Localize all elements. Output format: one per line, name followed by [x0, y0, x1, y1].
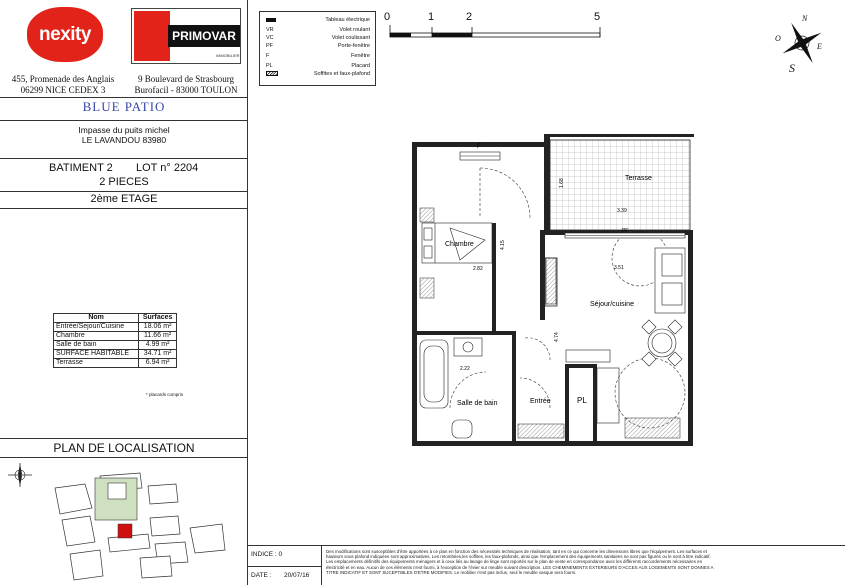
project-address-line: LE LAVANDOU 83980	[81, 135, 167, 145]
table-row	[54, 341, 177, 350]
table-header-row	[54, 314, 177, 323]
wardrobe	[420, 278, 434, 298]
legal-note-line: hauteurs sous plafond indiquées sont approximatives. Les retombées,les soffites, les faux-plafonds, ainsi que l'emplacement des équipements sanitaires ne sont pas figurés ou le sont à titre indicatif.	[326, 554, 711, 560]
legend-row	[266, 71, 372, 78]
legend-label: Soffites et faux-plafond	[313, 71, 370, 77]
floor-plan	[400, 128, 705, 448]
room-label-terrace: Terrasse	[625, 175, 652, 182]
compass-east: E	[817, 42, 822, 51]
table-row	[54, 323, 177, 332]
primovar-logo-subtext: IMMOBILIER	[216, 53, 240, 58]
location-plan-title: PLAN DE LOCALISATION	[53, 441, 195, 455]
terrace-top-wall	[544, 134, 694, 137]
table-row	[54, 332, 177, 341]
room-label-entry: Entrée	[530, 398, 551, 405]
bathroom-fixtures	[420, 338, 482, 438]
lot-label: LOT n° 2204	[136, 162, 199, 174]
legend-code: VC	[266, 35, 274, 41]
floor-label: 2ème ETAGE	[90, 193, 158, 205]
date-label: DATE :	[251, 572, 272, 579]
room-label-bathroom: Salle de bain	[457, 400, 498, 407]
closet	[597, 368, 619, 423]
address-primovar	[124, 74, 248, 96]
dimension-label: 4.15	[500, 240, 506, 250]
legend-code: VR	[266, 27, 274, 33]
primovar-logo-mark	[134, 11, 170, 61]
legend-code: PL	[266, 63, 273, 69]
legend-row	[266, 27, 372, 34]
terrace-wall	[544, 134, 550, 234]
surface-value: 18.06 m²	[139, 323, 177, 332]
building-label: BATIMENT 2	[49, 162, 113, 174]
legend-row	[266, 43, 372, 50]
opening-label: F	[477, 144, 481, 150]
map-buildings	[55, 473, 225, 580]
scale-tick-label: 5	[594, 11, 601, 23]
legend-box	[259, 11, 376, 86]
scale-tick-label: 2	[466, 11, 473, 23]
scale-bar-graphic	[388, 25, 603, 39]
room-label-living: Séjour/cuisine	[590, 301, 634, 308]
legend-label: Placard	[351, 63, 370, 69]
radiator	[625, 418, 680, 438]
compass	[774, 14, 830, 76]
legend-label: Tableau électrique	[325, 17, 370, 23]
legend-label: Volet roulant	[339, 27, 370, 33]
legend-label: Porte-fenêtre	[337, 43, 370, 49]
legal-notes	[326, 549, 842, 575]
surface-name: Salle de bain	[54, 341, 139, 350]
map-lot-marker	[118, 524, 132, 538]
info-sidebar	[0, 0, 248, 585]
surface-value: 11.66 m²	[139, 332, 177, 341]
map-compass-icon	[8, 463, 32, 487]
scale-tick-label: 1	[428, 11, 435, 23]
dimension-label: 2.82	[473, 266, 483, 272]
room-label-bedroom: Chambre	[445, 241, 474, 248]
surface-name: Entrée/Sejour/Cuisine	[54, 323, 139, 332]
project-address	[0, 125, 248, 145]
nexity-logo	[27, 7, 103, 62]
surface-name: SURFACE HABITABLE	[54, 350, 139, 359]
dimension-label: 4.74	[554, 332, 560, 342]
terrace-floor	[550, 140, 690, 230]
legal-note-line: électricité et en eau. Aucun de ces éléments n'est fourni, à l'exception de l'évier sur meuble suivant description. LES CHEMINEMENTS EXTERIEURS D'ACCES AUX LOGEMENTS SONT DONNES A	[326, 564, 714, 570]
legend-label: Fenêtre	[351, 53, 370, 59]
primovar-logo	[131, 8, 241, 64]
primovar-logo-text: PRIMOVAR	[168, 25, 240, 47]
dining-table	[642, 320, 682, 366]
footer-meta	[248, 546, 322, 585]
nexity-logo-text: nexity	[39, 23, 91, 45]
address-line: 9 Boulevard de Strasbourg	[137, 74, 235, 84]
legend-code: PF	[266, 43, 274, 49]
legal-note-line: TITRE INDICATIF ET SONT SUCEPTIBLES D'ETRE MODIFIES. Le mobilier n'est pas inclus, seul le meuble vasque sera fourni.	[326, 569, 577, 575]
footer	[248, 545, 845, 585]
surface-value: 4.99 m²	[139, 341, 177, 350]
compass-west: O	[775, 34, 781, 43]
scale-bar	[384, 11, 603, 41]
address-line: 06299 NICE CEDEX 3	[20, 85, 106, 95]
rooms-label: 2 PIECES	[99, 176, 149, 188]
panel-icon	[266, 18, 276, 22]
scale-tick-label: 0	[384, 11, 391, 23]
address-line: Burofacil - 83000 TOULON	[134, 85, 238, 95]
surface-value: 34.71 m²	[139, 350, 177, 359]
address-line: 455, Promenade des Anglais	[11, 74, 115, 84]
compass-north: N	[802, 14, 808, 23]
legend-row	[266, 35, 372, 42]
dimension-label: 2.22	[460, 366, 470, 372]
sofa	[655, 248, 685, 313]
date-value: 20/07/16	[284, 572, 310, 579]
column-header: Surfaces	[139, 314, 177, 323]
legend-label: Volet coulissant	[331, 35, 370, 41]
dimension-label: 3.39	[617, 208, 627, 214]
surface-name: Terrasse	[54, 359, 139, 368]
column-header: Nom	[54, 314, 139, 323]
soffit-hatch-icon	[266, 71, 278, 76]
surface-value: 6.94 m²	[139, 359, 177, 368]
surface-name: Chambre	[54, 332, 139, 341]
project-name: BLUE PATIO	[82, 99, 166, 114]
soffit-area	[518, 424, 564, 438]
project-address-line: Impasse du puits michel	[78, 125, 170, 135]
index-label: INDICE : 0	[251, 551, 283, 558]
nightstand	[420, 208, 434, 222]
location-map	[0, 458, 247, 585]
map-pool	[108, 483, 126, 499]
legend-row	[266, 17, 372, 24]
surfaces-table	[53, 313, 177, 368]
legend-row	[266, 63, 372, 70]
dimension-label: 1.68	[559, 178, 565, 188]
legal-note-line: Des modifications sont susceptibles d'être apportées à ce plan en fonction des nécessités techniques de réalisation, tant en ce qui concerne les dimensions libres que l'équipement. Les surfaces et	[326, 549, 707, 554]
legend-code: F	[266, 53, 270, 59]
table-row	[54, 350, 177, 359]
table-row	[54, 359, 177, 368]
surfaces-note: * placards compris	[146, 392, 184, 397]
address-nexity	[2, 74, 124, 96]
legend-row	[266, 53, 372, 60]
room-label-closet: PL	[577, 396, 587, 405]
compass-south: S	[789, 61, 795, 75]
dimension-label: 3.51	[614, 265, 624, 271]
legal-note-line: Les emplacements définitifs des équipements ménagers et à ceux liés au lavage de linge sont reportés sur le plan de vente en correspondance avec les différents raccordements nécessaires en	[326, 559, 703, 565]
kitchen-counter	[546, 258, 610, 362]
opening-label: PF	[622, 228, 629, 234]
